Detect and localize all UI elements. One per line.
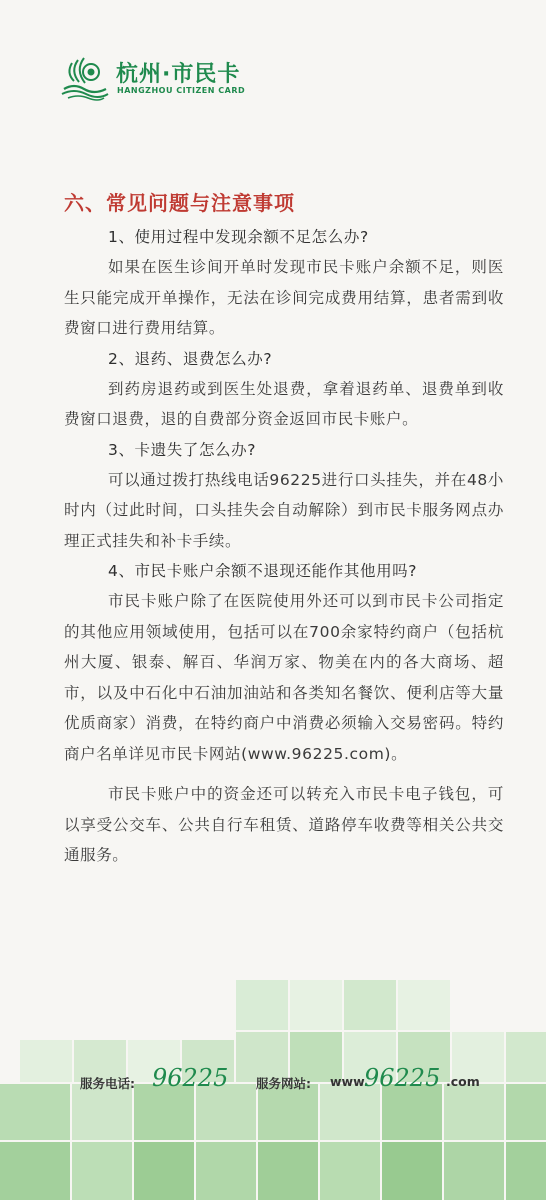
section-title: 六、常见问题与注意事项 bbox=[64, 191, 295, 215]
faq-answer-3: 可以通过拨打热线电话96225进行口头挂失，并在48小时内（过此时间，口头挂失会自动解除）到市民卡服务网点办理正式挂失和补卡手续。 bbox=[64, 470, 504, 550]
website-label: 服务网站: bbox=[256, 1076, 311, 1091]
decor-tile bbox=[444, 1142, 504, 1200]
website-prefix: www. bbox=[330, 1074, 369, 1089]
website-suffix: .com bbox=[446, 1074, 480, 1089]
brand-name-en: HANGZHOU CITIZEN CARD bbox=[117, 86, 246, 95]
faq-answer-4b: 市民卡账户中的资金还可以转充入市民卡电子钱包，可以享受公交车、公共自行车租赁、道路停车收费等相关公共交通服务。 bbox=[64, 785, 504, 864]
service-contact-footer bbox=[80, 1064, 520, 1100]
faq-answer-2: 到药房退药或到医生处退费，拿着退药单、退费单到收费窗口退费，退的自费部分资金返回市民卡账户。 bbox=[64, 379, 504, 428]
decor-tile bbox=[398, 980, 450, 1030]
decor-tile bbox=[0, 1142, 70, 1200]
decor-tile bbox=[72, 1142, 132, 1200]
faq-question-4: 4、市民卡账户余额不退现还能作其他用吗? bbox=[108, 562, 418, 580]
brand-header bbox=[60, 55, 320, 105]
website-number: 96225 bbox=[364, 1064, 441, 1092]
hangzhou-citizen-card-logo-icon bbox=[60, 55, 110, 101]
decor-tile bbox=[134, 1142, 194, 1200]
decor-tile bbox=[196, 1142, 256, 1200]
phone-number: 96225 bbox=[152, 1064, 229, 1092]
decor-tile bbox=[382, 1142, 442, 1200]
faq-section bbox=[64, 188, 504, 871]
faq-answer-1: 如果在医生诊间开单时发现市民卡账户余额不足，则医生只能完成开单操作，无法在诊间完成费用结算，患者需到收费窗口进行费用结算。 bbox=[64, 258, 504, 337]
brand-name-cn: 杭州·市民卡 bbox=[116, 62, 241, 87]
decor-tile bbox=[290, 980, 342, 1030]
decor-tile bbox=[258, 1142, 318, 1200]
faq-question-2: 2、退药、退费怎么办? bbox=[108, 349, 273, 368]
faq-question-1: 1、使用过程中发现余额不足怎么办? bbox=[108, 228, 369, 246]
faq-answer-4a: 市民卡账户除了在医院使用外还可以到市民卡公司指定的其他应用领域使用，包括可以在700余家特约商户（包括杭州大厦、银泰、解百、华润万家、物美在内的各大商场、超市，以及中石化中石油加油站和各类知名餐饮、便利店等大量优质商家）消费，在特约商户中消费必须输入交易密码。特约商户名单详见市民卡网站(www.96225.com)。 bbox=[64, 592, 504, 763]
decor-tile bbox=[320, 1142, 380, 1200]
faq-question-3: 3、卡遗失了怎么办? bbox=[108, 440, 257, 459]
decor-tile bbox=[20, 1040, 72, 1082]
decor-tile bbox=[506, 1142, 546, 1200]
decor-tile bbox=[0, 1084, 70, 1140]
phone-label: 服务电话: bbox=[80, 1076, 135, 1091]
decor-tile bbox=[344, 980, 396, 1030]
decor-tile bbox=[236, 980, 288, 1030]
